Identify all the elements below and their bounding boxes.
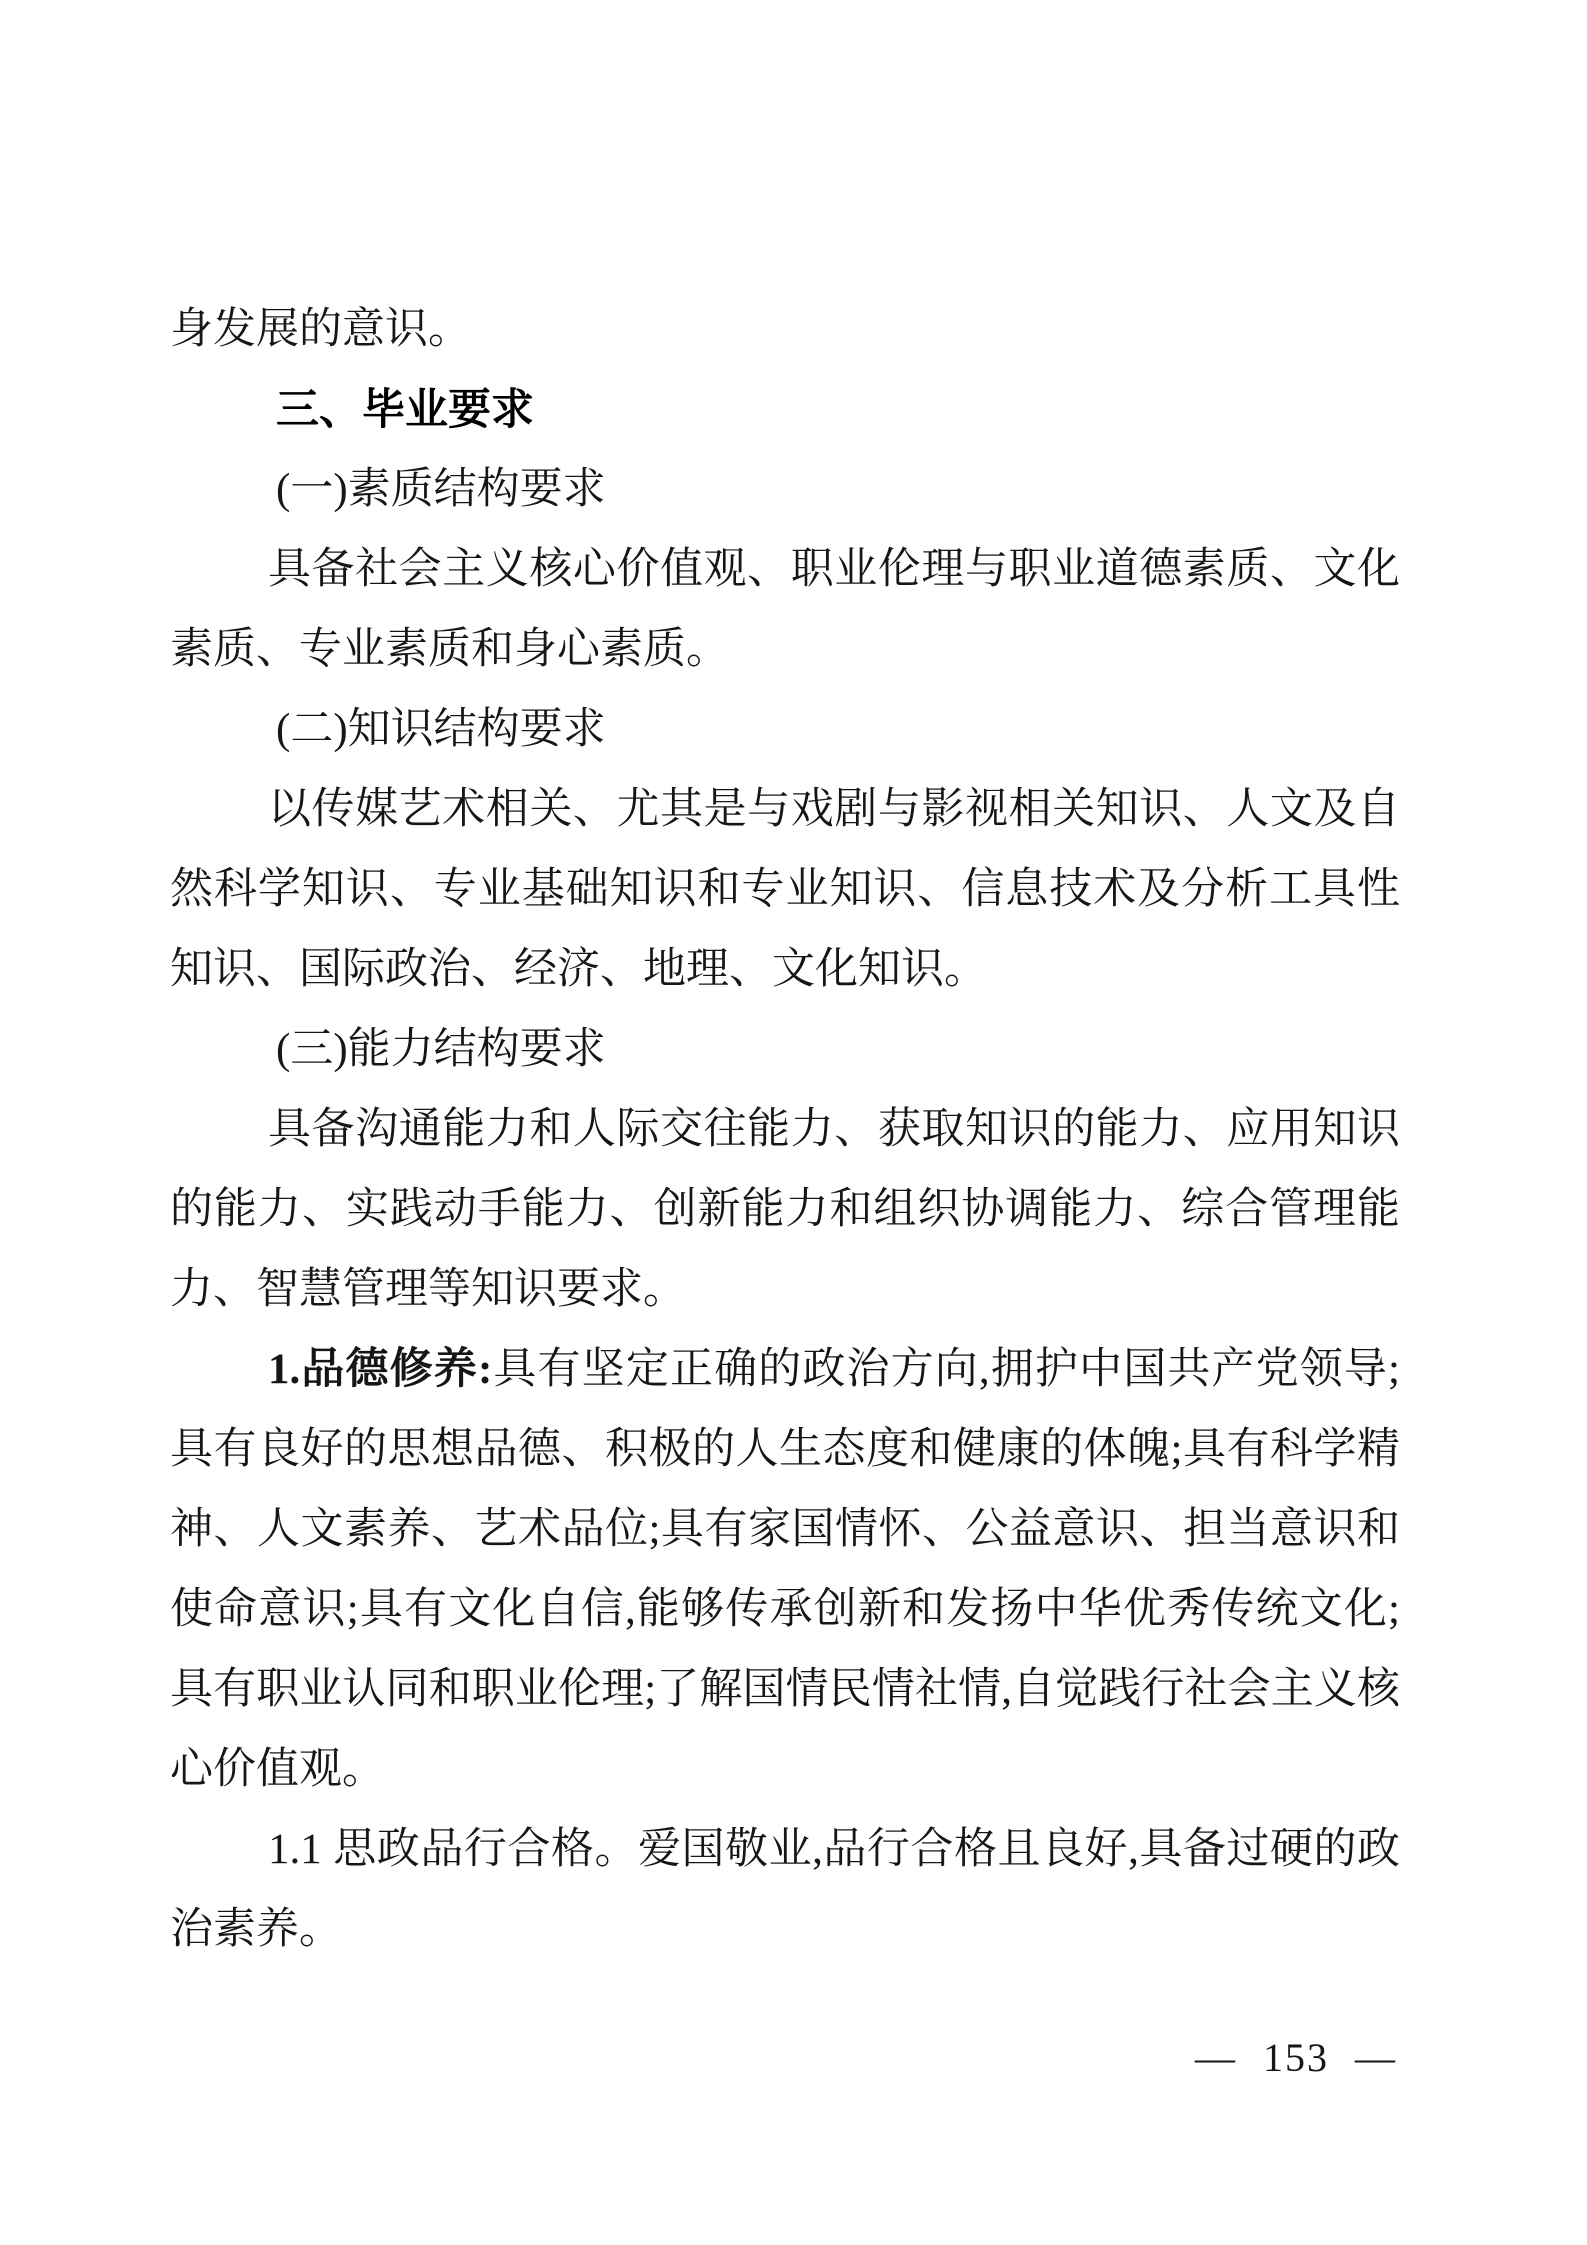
numbered-item-2-label: 1.1	[268, 1826, 322, 1873]
section-heading: 三、毕业要求	[276, 386, 534, 434]
subsection-heading-2: (二)知识结构要求	[276, 706, 606, 753]
page-number: — 153 —	[1195, 2035, 1397, 2080]
subsection-heading-1: (一)素质结构要求	[276, 466, 606, 513]
numbered-item-1	[170, 1330, 1400, 1810]
document-content	[170, 290, 1400, 1970]
subsection-heading-3: (三)能力结构要求	[276, 1026, 606, 1073]
subsection-body-1: 具备社会主义核心价值观、职业伦理与职业道德素质、文化素质、专业素质和身心素质。	[170, 546, 1400, 673]
numbered-item-1-label: 1.品德修养:	[268, 1346, 493, 1393]
subsection-body-2: 以传媒艺术相关、尤其是与戏剧与影视相关知识、人文及自然科学知识、专业基础知识和专业知识、信息技术及分析工具性知识、国际政治、经济、地理、文化知识。	[170, 786, 1400, 993]
continuation-paragraph: 身发展的意识。	[170, 306, 471, 353]
subsection-body-3: 具备沟通能力和人际交往能力、获取知识的能力、应用知识的能力、实践动手能力、创新能力和组织协调能力、综合管理能力、智慧管理等知识要求。	[170, 1106, 1400, 1313]
numbered-item-1-text: 具有坚定正确的政治方向,拥护中国共产党领导;具有良好的思想品德、积极的人生态度和健康的体魄;具有科学精神、人文素养、艺术品位;具有家国情怀、公益意识、担当意识和使命意识;具有文化自信,能够传承创新和发扬中华优秀传统文化;具有职业认同和职业伦理;了解国情民情社情,自觉践行社会主义核心价值观。	[170, 1346, 1400, 1793]
numbered-item-2	[170, 1810, 1400, 1970]
numbered-item-2-text: 思政品行合格。爱国敬业,品行合格且良好,具备过硬的政治素养。	[170, 1826, 1400, 1953]
